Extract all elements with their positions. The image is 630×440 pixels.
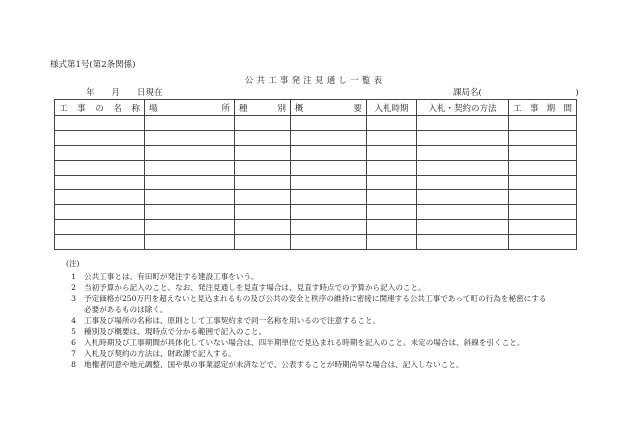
table-cell[interactable] [417,130,509,145]
table-cell[interactable] [291,130,367,145]
column-header-text: 工 [513,103,522,114]
table-cell[interactable] [145,145,235,160]
note-number: 8 [71,360,76,369]
note-number: 4 [71,316,76,325]
table-cell[interactable] [509,160,577,175]
table-cell[interactable] [145,190,235,205]
table-cell[interactable] [509,116,577,131]
table-cell[interactable] [417,160,509,175]
column-header [509,100,577,116]
notes-list [62,271,554,370]
column-header-text: 別 [277,103,286,114]
table-cell[interactable] [417,175,509,190]
table-row [55,130,577,145]
table-cell[interactable] [509,130,577,145]
table-cell[interactable] [55,116,145,131]
table-cell[interactable] [291,160,367,175]
construction-outlook-table [54,99,577,250]
note-item [62,315,554,326]
form-number: 様式第1号(第2条関係) [50,60,136,70]
table-cell[interactable] [291,116,367,131]
note-text: 工事及び場所の名称は、原則として工事契約まで同一名称を用いるので注意すること。 [84,316,381,325]
column-header-text: 所 [221,103,230,114]
note-text: 公共工事とは、有田町が発注する建設工事をいう。 [84,272,259,281]
table-cell[interactable] [367,175,417,190]
table-cell[interactable] [291,205,367,220]
note-text: 予定価格が250万円を超えないと見込まれるもの及び公共の安全と秩序の維持に密接に関連する公共工事であって町の行為を秘密にする必要があるものは除く。 [84,294,547,314]
column-header [417,100,509,116]
table-cell[interactable] [235,145,291,160]
note-number: 2 [71,283,76,292]
table-cell[interactable] [291,175,367,190]
table-cell[interactable] [55,190,145,205]
note-text: 当初予算から記入のこと。なお、発注見通しを見直す場合は、見直す時点での予算から記入のこと。 [84,283,426,292]
table-cell[interactable] [235,190,291,205]
note-text: 入札及び契約の方法は、財政課で記入する。 [84,349,236,358]
note-text: 地権者同意や地元調整、国や県の事業認定が未済などで、公表することが時期尚早な場合は、記入しないこと。 [84,360,464,369]
column-header-text: 事 [77,103,86,114]
table-row [55,235,577,250]
column-header [235,100,291,116]
table-cell[interactable] [55,220,145,235]
table-header-row [55,100,577,116]
column-header-text: 名 [113,103,122,114]
document-title: 公共工事発注見通し一覧表 [244,76,386,86]
column-header [367,100,417,116]
table-cell[interactable] [145,205,235,220]
as-of-date-line: 年 月 日現在 [86,88,163,98]
table-cell[interactable] [145,130,235,145]
table-cell[interactable] [235,235,291,250]
table-cell[interactable] [367,190,417,205]
column-header [55,100,145,116]
table-cell[interactable] [367,145,417,160]
note-item [62,359,554,370]
table-cell[interactable] [235,205,291,220]
table-cell[interactable] [367,220,417,235]
note-item [62,293,554,315]
note-number: 7 [71,349,76,358]
column-header-text: 入札・契約の方法 [428,103,497,114]
table-cell[interactable] [235,160,291,175]
note-item [62,271,554,282]
note-item [62,348,554,359]
column-header-text: 期 [546,103,556,114]
table-cell[interactable] [291,190,367,205]
column-header-text: の [95,103,104,114]
table-cell[interactable] [417,220,509,235]
column-header-text: 要 [353,103,362,114]
table-cell[interactable] [509,205,577,220]
table-cell[interactable] [367,116,417,131]
column-header-text: 工 [59,103,68,114]
column-header-text: 概 [295,103,304,114]
table-cell[interactable] [509,145,577,160]
table-cell[interactable] [417,145,509,160]
table-row [55,190,577,205]
table-row [55,145,577,160]
table-cell[interactable] [55,130,145,145]
table-cell[interactable] [291,220,367,235]
note-number: 6 [71,338,76,347]
note-item [62,282,554,293]
table-cell[interactable] [509,235,577,250]
table-row [55,205,577,220]
column-header-text: 間 [563,103,572,114]
table-cell[interactable] [291,145,367,160]
table-cell[interactable] [145,160,235,175]
department-name-field: 課局名( ) [453,88,579,98]
table-cell[interactable] [145,235,235,250]
table-row [55,175,577,190]
table-cell[interactable] [55,175,145,190]
table-cell[interactable] [145,116,235,131]
column-header-text: 入札時期 [374,103,409,114]
column-header [145,100,235,116]
table-cell[interactable] [367,205,417,220]
table-cell[interactable] [417,116,509,131]
note-number: 3 [71,294,76,303]
table-cell[interactable] [235,175,291,190]
note-text: 種別及び概要は、現時点で分かる範囲で記入のこと。 [84,327,267,336]
column-header-text: 称 [131,103,140,114]
table-cell[interactable] [55,145,145,160]
table-cell[interactable] [367,160,417,175]
table-cell[interactable] [235,116,291,131]
column-header-text: 事 [529,103,539,114]
notes-section [62,258,554,370]
table-cell[interactable] [367,130,417,145]
table-cell[interactable] [55,160,145,175]
table-cell[interactable] [417,205,509,220]
column-header [291,100,367,116]
note-number: 1 [71,272,76,281]
table-cell[interactable] [235,220,291,235]
table-cell[interactable] [235,130,291,145]
column-header-text: 場 [149,103,158,114]
table-cell[interactable] [509,220,577,235]
note-text: 入札時期及び工事期間が具体化していない場合は、四半期単位で見込まれる時期を記入のこと。未定の場合は、斜線を引くこと。 [84,338,525,347]
table-row [55,116,577,131]
table-cell[interactable] [509,190,577,205]
table-body [55,116,577,250]
table-row [55,160,577,175]
note-item [62,326,554,337]
table-cell[interactable] [145,175,235,190]
table-cell[interactable] [291,235,367,250]
table-cell[interactable] [509,175,577,190]
table-cell[interactable] [145,220,235,235]
note-number: 5 [71,327,76,336]
table-cell[interactable] [55,205,145,220]
table-cell[interactable] [417,190,509,205]
column-header-text: 種 [239,103,248,114]
note-item [62,337,554,348]
notes-heading: (注) [66,259,80,268]
table-cell[interactable] [417,235,509,250]
table-cell[interactable] [367,235,417,250]
table-cell[interactable] [55,235,145,250]
table-row [55,220,577,235]
